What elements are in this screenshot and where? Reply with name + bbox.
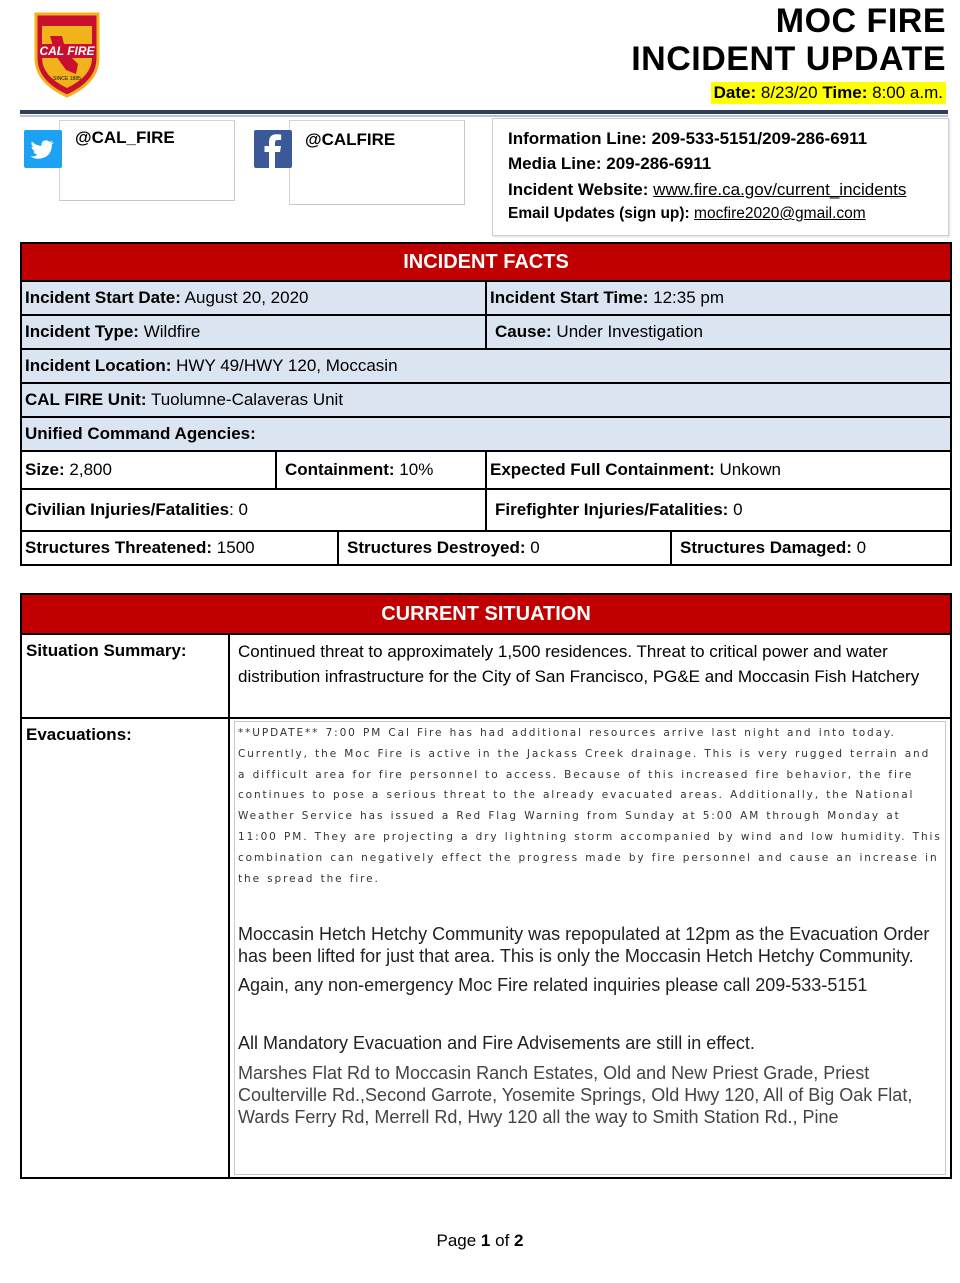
structures-damaged (671, 531, 951, 565)
incident-type (21, 315, 486, 349)
page-total: 2 (514, 1231, 524, 1250)
time-label: Time: (822, 83, 868, 102)
media-line-value: 209-286-6911 (606, 154, 712, 173)
date-label: Date: (713, 83, 757, 102)
evacuations-cell (229, 718, 951, 1178)
email-link[interactable]: mocfire2020@gmail.com (694, 205, 866, 222)
inquiries-text: Again, any non-emergency Moc Fire related inquiries please call 209-533-5151 (238, 975, 868, 996)
facebook-handle[interactable]: @CALFIRE (305, 130, 396, 149)
type-value: Wildfire (143, 322, 201, 341)
information-line (508, 128, 867, 150)
incident-facts-heading: INCIDENT FACTS (21, 243, 951, 281)
twitter-icon[interactable] (24, 130, 62, 168)
firefighter-value: 0 (733, 500, 743, 519)
incident-start-date (21, 281, 486, 315)
containment-value: 10% (399, 460, 434, 479)
incident-start-time (486, 281, 951, 315)
unit-label: CAL FIRE Unit: (25, 390, 147, 409)
incident-cause (486, 315, 951, 349)
date-value: 8/23/20 (760, 83, 818, 102)
location-value: HWY 49/HWY 120, Moccasin (176, 356, 398, 375)
info-line-label: Information Line: (508, 129, 647, 148)
situation-summary-label: Situation Summary: (26, 641, 187, 660)
firefighter-label: Firefighter Injuries/Fatalities: (495, 500, 729, 519)
time-value: 8:00 a.m. (872, 83, 943, 102)
full-containment-label: Expected Full Containment: (490, 460, 715, 479)
cause-label: Cause: (495, 322, 552, 341)
unit-value: Tuolumne-Calaveras Unit (150, 390, 344, 409)
firefighter-injuries (486, 489, 951, 531)
type-label: Incident Type: (25, 322, 139, 341)
website-link[interactable]: www.fire.ca.gov/current_incidents (653, 180, 907, 199)
structures-destroyed (338, 531, 671, 565)
expected-full-containment (486, 451, 951, 489)
threatened-label: Structures Threatened: (25, 538, 213, 557)
civilian-injuries (21, 489, 486, 531)
civilian-value: : 0 (229, 500, 248, 519)
threatened-value: 1500 (216, 538, 255, 557)
containment-label: Containment: (285, 460, 395, 479)
website-label: Incident Website: (508, 180, 649, 199)
page-current: 1 (480, 1231, 491, 1250)
unified-command-agencies (21, 417, 951, 451)
structures-threatened (21, 531, 338, 565)
start-date-label: Incident Start Date: (25, 288, 181, 307)
incident-facts-table (20, 242, 952, 566)
damaged-value: 0 (856, 538, 867, 557)
cal-fire-unit (21, 383, 951, 417)
header-divider-shadow (20, 115, 948, 117)
start-date-value: August 20, 2020 (184, 288, 309, 307)
cause-value: Under Investigation (556, 322, 703, 341)
cal-fire-logo (30, 8, 104, 98)
twitter-handle[interactable]: @CAL_FIRE (75, 128, 175, 147)
evacuation-areas-text: Marshes Flat Rd to Moccasin Ranch Estates, Old and New Priest Grade, Priest Coulterville Rd.,Second Garrote, Yosemite Springs, Old Hwy 120, All of Big Oak Flat, Wards Ferry Rd, Merrell Rd, Hwy 120 all the way to Smith Station Rd., Pine (238, 1063, 913, 1128)
full-containment-value: Unkown (719, 460, 781, 479)
page-label: Page (436, 1231, 477, 1250)
evacuations-label: Evacuations: (26, 725, 132, 744)
incident-location (21, 349, 951, 383)
fire-size (21, 451, 276, 489)
mandatory-evacuation-text: All Mandatory Evacuation and Fire Advisements are still in effect. (238, 1033, 755, 1054)
page-number (0, 1231, 960, 1251)
media-line-label: Media Line: (508, 154, 602, 173)
logo-since-text: SINCE 1885 (53, 76, 81, 82)
facebook-icon[interactable] (254, 130, 292, 168)
evacuations-label-cell (21, 718, 229, 1178)
repopulation-text: Moccasin Hetch Hetchy Community was repopulated at 12pm as the Evacuation Order has been lifted for just that area. This is only the Moccasin Hetch Hetchy Community. (238, 924, 930, 967)
start-time-value: 12:35 pm (653, 288, 725, 307)
containment (276, 451, 486, 489)
header-divider (20, 110, 948, 114)
page-title-line2: INCIDENT UPDATE (631, 40, 946, 78)
page-of: of (495, 1231, 510, 1250)
date-time-banner (711, 82, 946, 104)
current-situation-heading: CURRENT SITUATION (21, 594, 951, 634)
incident-website (508, 179, 906, 201)
destroyed-value: 0 (530, 538, 540, 557)
current-situation-table (20, 593, 952, 1179)
info-line-value: 209-533-5151/209-286-6911 (651, 129, 868, 148)
email-updates (508, 203, 866, 225)
evacuation-update-text: **UPDATE** 7:00 PM Cal Fire has had additional resources arrive last night and into today. Currently, the Moc Fire is active in the Jackass Creek drainage. This is very rugged terrain and a difficult area for fire personnel to access. Because of this increased fire behavior, the fire continues to pose a serious threat to the already evacuated areas. Additionally, the National Weather Service has issued a Red Flag Warning from Sunday at 5:00 AM through Monday at 11:00 PM. They are projecting a dry lightning storm accompanied by wind and low humidity. This combination can negatively effect the progress made by fire personnel and cause an increase in the spread the fire. (238, 727, 942, 885)
size-value: 2,800 (69, 460, 112, 479)
size-label: Size: (25, 460, 65, 479)
email-label: Email Updates (sign up): (508, 205, 690, 222)
logo-text: CAL FIRE (39, 44, 95, 58)
evacuations-text-box[interactable] (234, 721, 946, 1175)
damaged-label: Structures Damaged: (680, 538, 852, 557)
page-title-line1: MOC FIRE (775, 2, 946, 40)
agencies-label: Unified Command Agencies: (25, 424, 256, 443)
location-label: Incident Location: (25, 356, 172, 375)
destroyed-label: Structures Destroyed: (347, 538, 526, 557)
cal-fire-shield-icon (30, 8, 104, 98)
media-line (508, 153, 711, 175)
start-time-label: Incident Start Time: (490, 288, 649, 307)
situation-summary-label-cell (21, 634, 229, 718)
civilian-label: Civilian Injuries/Fatalities (25, 500, 230, 519)
situation-summary-text: Continued threat to approximately 1,500 residences. Threat to critical power and water distribution infrastructure for the City of San Francisco, PG&E and Moccasin Fish Hatchery (229, 634, 951, 718)
